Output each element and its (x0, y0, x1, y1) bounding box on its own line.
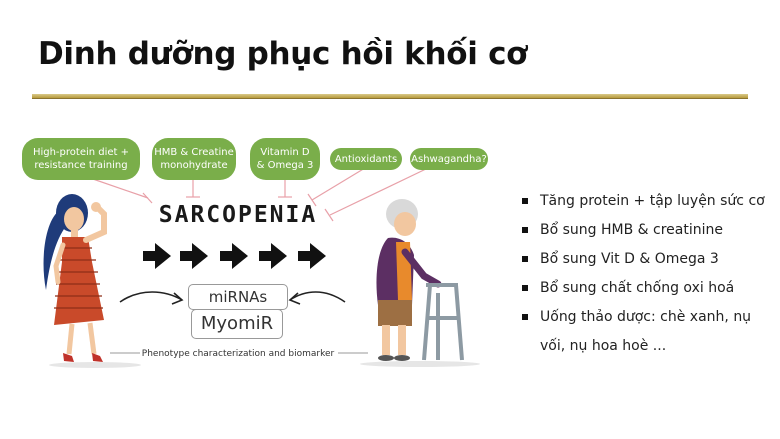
intervention-pill-antioxidants: Antioxidants (330, 148, 402, 170)
intervention-pill-vitamin-d: Vitamin D & Omega 3 (250, 138, 320, 180)
sarcopenia-label: SARCOPENIA (158, 202, 318, 228)
arrow-2 (180, 243, 208, 269)
bullet-icon (522, 285, 528, 291)
arrow-5 (298, 243, 326, 269)
elderly-woman-illustration (360, 199, 480, 367)
bullet-icon (522, 227, 528, 233)
list-item: Bổ sung Vit D & Omega 3 (520, 245, 765, 274)
slide-title: Dinh dưỡng phục hồi khối cơ (38, 36, 528, 72)
mirnas-box: miRNAs (188, 284, 288, 310)
myomir-box: MyomiR (191, 309, 283, 339)
intervention-pill-hmb: HMB & Creatine monohydrate (152, 138, 236, 180)
list-item: Tăng protein + tập luyện sức cơ (520, 187, 765, 216)
diagram-caption: Phenotype characterization and biomarker (141, 349, 335, 359)
arrow-4 (259, 243, 287, 269)
bullet-icon (522, 314, 528, 320)
bullet-icon (522, 198, 528, 204)
intervention-pill-protein: High-protein diet + resistance training (22, 138, 140, 180)
list-item: Uống thảo dược: chè xanh, nụ vối, nụ hoa hoè ... (520, 303, 765, 361)
list-item: Bổ sung HMB & creatinine (520, 216, 765, 245)
progression-arrows (143, 243, 326, 269)
recommendation-list (520, 187, 765, 361)
intervention-pill-ashwagandha: Ashwagandha? (410, 148, 488, 170)
list-item: Bổ sung chất chống oxi hoá (520, 274, 765, 303)
arrow-1 (143, 243, 171, 269)
bullet-icon (522, 256, 528, 262)
young-woman-illustration (44, 194, 141, 368)
arrow-3 (220, 243, 248, 269)
